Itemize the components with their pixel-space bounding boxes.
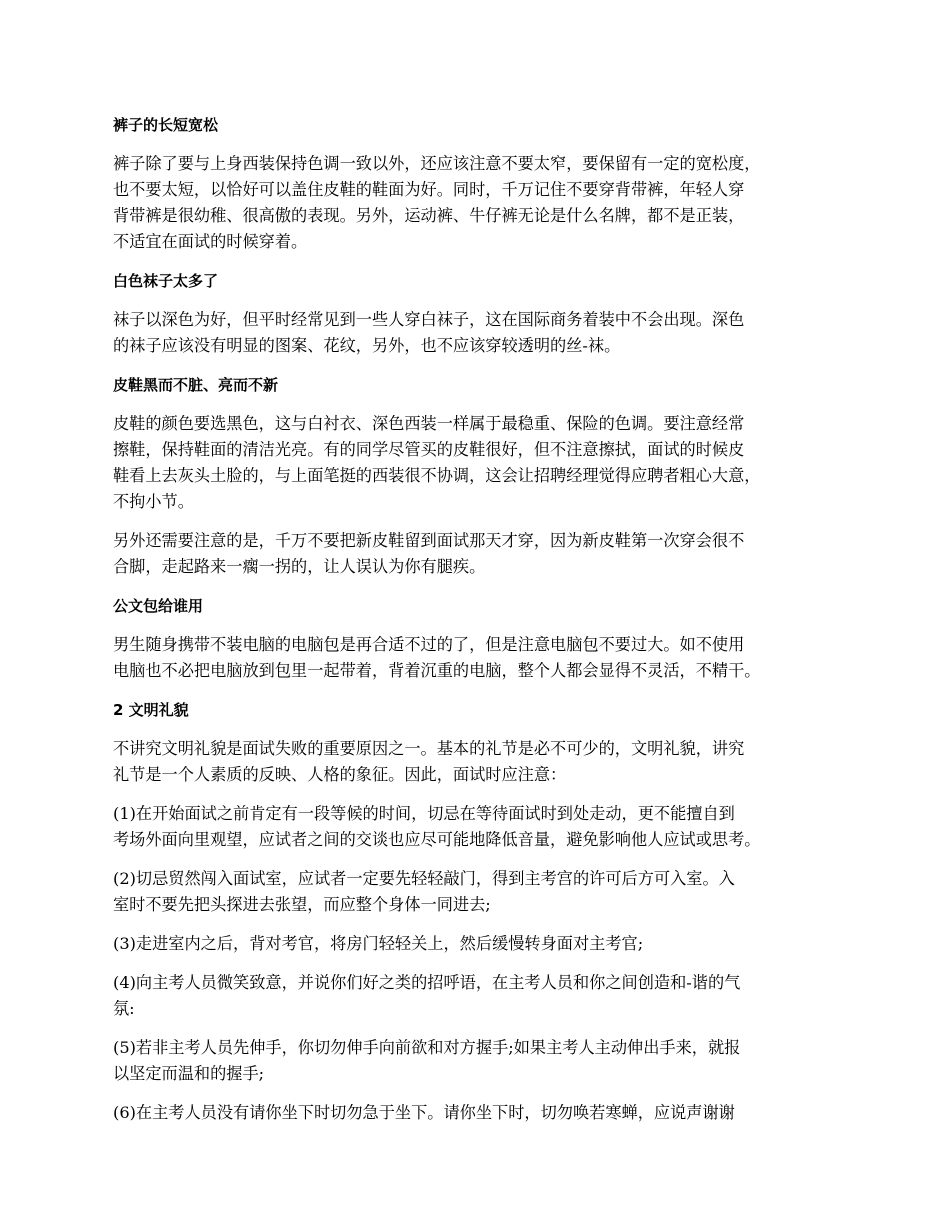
heading-trousers: 裤子的长短宽松 (113, 116, 219, 134)
para-rule-6: (6)在主考人员没有请你坐下时切勿急于坐下。请你坐下时，切勿唤若寒蝉，应说声谢谢 (113, 1103, 735, 1122)
para-rule-2: (2)切忌贸然闯入面试室，应试者一定要先轻轻敲门，得到主考宫的许可后方可入室。入 室时不要先把头探进去张望，而应整个身体一同进去; (113, 869, 735, 914)
para-rule-1: (1)在开始面试之前肯定有一段等候的时间，切忌在等待面试时到处走动，更不能擅自到 考场外面向里观望，应试者之间的交谈也应尽可能地降低音量，避免影响他人应试或思考。 (113, 804, 761, 849)
heading-socks: 白色袜子太多了 (113, 272, 219, 290)
heading-etiquette: 2 文明礼貌 (113, 701, 189, 719)
para-socks: 袜子以深色为好，但平时经常见到一些人穿白袜子，这在国际商务着装中不会出现。深色 的袜子应该没有明显的图案、花纹，另外，也不应该穿较透明的丝-袜。 (113, 310, 745, 355)
para-trousers: 裤子除了要与上身西装保持色调一致以外，还应该注意不要太窄，要保留有一定的宽松度， 也不要太短，以恰好可以盖住皮鞋的鞋面为好。同时，千万记住不要穿背带裤，年轻人穿 背带裤是很幼稚、很高傲的表现。另外，运动裤、牛仔裤无论是什么名牌，都不是正装， 不适宜在面试的时候穿着。 (113, 154, 761, 251)
para-rule-4: (4)向主考人员微笑致意，并说你们好之类的招呼语，在主考人员和你之间创造和-谐的气 氛: (113, 973, 741, 1018)
para-rule-3: (3)走进室内之后，背对考官，将房门轻轻关上，然后缓慢转身面对主考官; (113, 934, 644, 953)
para-shoes-1: 皮鞋的颜色要选黑色，这与白衬衣、深色西装一样属于最稳重、保险的色调。要注意经常 擦鞋，保持鞋面的清洁光亮。有的同学尽管买的皮鞋很好，但不注意擦拭，面试的时候皮 鞋看上去灰头土脸的，与上面笔挺的西装很不协调，这会让招聘经理觉得应聘者粗心大意， 不拘小节。 (113, 414, 761, 511)
document-page (113, 112, 855, 1139)
heading-briefcase: 公文包给谁用 (113, 597, 204, 615)
para-etiquette-intro: 不讲究文明礼貌是面试失败的重要原因之一。基本的礼节是必不可少的，文明礼貌，讲究 礼节是一个人素质的反映、人格的象征。因此，面试时应注意： (113, 739, 745, 784)
para-briefcase: 男生随身携带不装电脑的电脑包是再合适不过的了，但是注意电脑包不要过大。如不使用 电脑也不必把电脑放到包里一起带着，背着沉重的电脑，整个人都会显得不灵活，不精干。 (113, 635, 761, 680)
para-rule-5: (5)若非主考人员先伸手，你切勿伸手向前欲和对方握手;如果主考人主动伸出手来，就报 以坚定而温和的握手; (113, 1038, 741, 1083)
para-shoes-2: 另外还需要注意的是，千万不要把新皮鞋留到面试那天才穿，因为新皮鞋第一次穿会很不 合脚，走起路来一瘸一拐的，让人误认为你有腿疾。 (113, 531, 745, 576)
heading-shoes: 皮鞋黑而不脏、亮而不新 (113, 376, 279, 394)
